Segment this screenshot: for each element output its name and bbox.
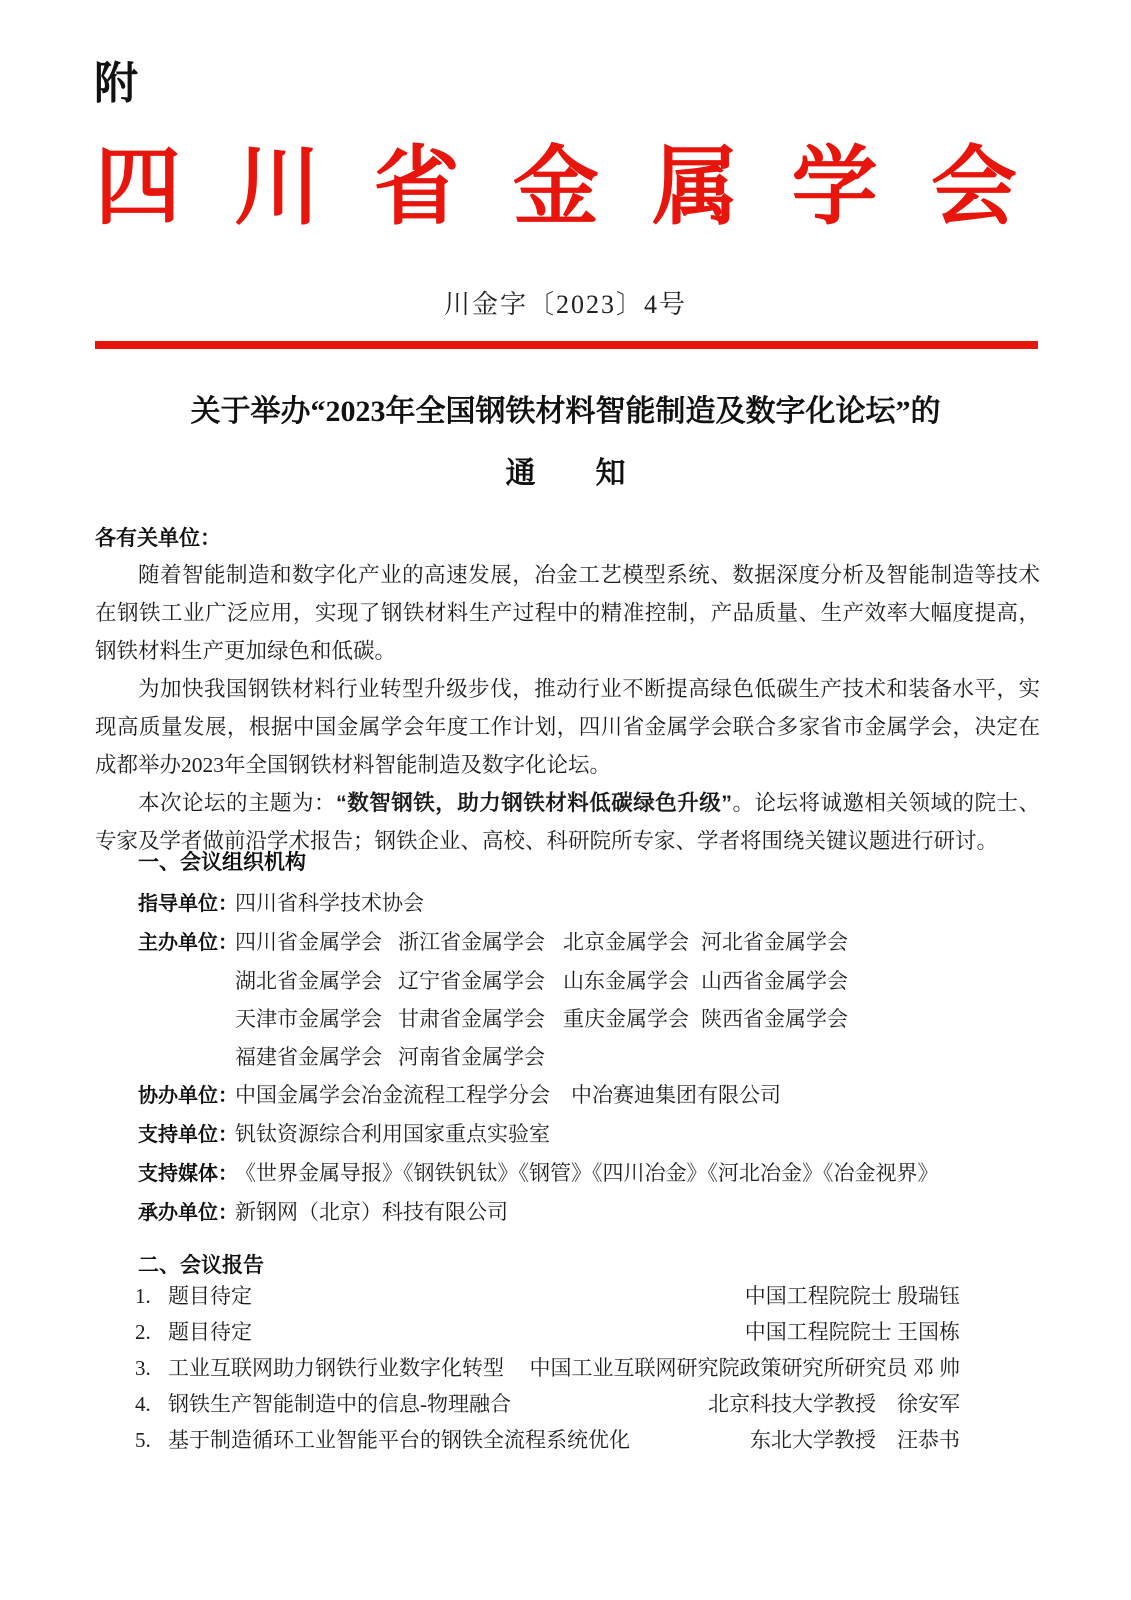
report-item <box>135 1278 960 1314</box>
theme-suffix: 。论坛将诚邀相关领域的院士、专家及学者做前沿学术报告；钢铁企业、高校、科研院所专家、学者将围绕关键议题进行研讨。 <box>95 791 1040 853</box>
report-number: 3. <box>135 1356 151 1380</box>
co-label: 协办单位： <box>138 1085 238 1107</box>
report-speaker: 东北大学教授 汪恭书 <box>750 1428 960 1452</box>
report-list <box>135 1278 960 1458</box>
org-row-support <box>138 1115 1040 1154</box>
notice-title-line2: 通 知 <box>505 457 626 490</box>
report-item <box>135 1314 960 1350</box>
report-title: 基于制造循环工业智能平台的钢铁全流程系统优化 <box>168 1428 630 1452</box>
report-speaker: 中国工程院院士 王国栋 <box>744 1320 960 1344</box>
report-title: 题目待定 <box>168 1284 252 1308</box>
org-row-organizer <box>138 1193 1040 1232</box>
section1-heading: 一、会议组织机构 <box>138 851 306 874</box>
org-title-char: 省 <box>373 139 460 235</box>
report-title: 题目待定 <box>168 1320 252 1344</box>
host-society: 山西省金属学会 <box>701 969 848 993</box>
host-society: 湖北省金属学会 <box>235 969 382 993</box>
co-value: 中国金属学会冶金流程工程学分会 中冶赛迪集团有限公司 <box>235 1083 781 1107</box>
organization-rows <box>138 884 1040 1232</box>
org-row-host <box>235 1038 1040 1076</box>
report-number: 2. <box>135 1320 151 1344</box>
report-title: 钢铁生产智能制造中的信息-物理融合 <box>168 1392 511 1416</box>
report-speaker: 中国工业互联网研究院政策研究所研究员 邓 帅 <box>529 1356 960 1380</box>
theme-prefix: 本次论坛的主题为： <box>138 791 336 815</box>
org-row-guide <box>138 884 1040 923</box>
organizer-label: 承办单位： <box>138 1202 238 1224</box>
report-speaker: 中国工程院院士 殷瑞钰 <box>744 1284 960 1308</box>
report-title: 工业互联网助力钢铁行业数字化转型 <box>168 1356 504 1380</box>
report-number: 1. <box>135 1284 151 1308</box>
paragraph-purpose: 为加快我国钢铁材料行业转型升级步伐，推动行业不断提高绿色低碳生产技术和装备水平，实现高质量发展，根据中国金属学会年度工作计划，四川省金属学会联合多家省市金属学会，决定在成都举办2023年全国钢铁材料智能制造及数字化论坛。 <box>95 677 1040 777</box>
org-row-host <box>235 1000 1040 1038</box>
org-title-char: 属 <box>652 139 739 235</box>
report-item <box>135 1386 960 1422</box>
org-title <box>95 140 1017 235</box>
org-title-char: 川 <box>234 139 321 235</box>
host-society: 河北省金属学会 <box>701 930 848 954</box>
report-speaker: 北京科技大学教授 徐安军 <box>708 1392 960 1416</box>
host-society: 浙江省金属学会 <box>398 930 545 954</box>
host-society: 甘肃省金属学会 <box>398 1007 545 1031</box>
attachment-label: 附 <box>94 59 138 108</box>
host-society: 福建省金属学会 <box>235 1045 382 1069</box>
report-item <box>135 1350 960 1386</box>
org-title-char: 四 <box>95 139 181 235</box>
section2-heading: 二、会议报告 <box>138 1254 264 1277</box>
host-society: 重庆金属学会 <box>563 1007 689 1031</box>
organizer-value: 新钢网（北京）科技有限公司 <box>235 1200 508 1224</box>
notice-title-line1: 关于举办“2023年全国钢铁材料智能制造及数字化论坛”的 <box>190 395 941 428</box>
org-row-host <box>235 962 1040 1000</box>
host-society: 山东金属学会 <box>563 969 689 993</box>
paragraph-intro: 随着智能制造和数字化产业的高速发展，冶金工艺模型系统、数据深度分析及智能制造等技术在钢铁工业广泛应用，实现了钢铁材料生产过程中的精准控制，产品质量、生产效率大幅度提高，钢铁材料生产更加绿色和低碳。 <box>95 563 1040 663</box>
org-title-char: 学 <box>791 139 878 235</box>
org-row-co <box>138 1076 1040 1115</box>
org-row-media <box>138 1154 1040 1193</box>
host-society: 天津市金属学会 <box>235 1007 382 1031</box>
host-society: 北京金属学会 <box>563 930 689 954</box>
org-row-host <box>138 923 1040 962</box>
host-society: 辽宁省金属学会 <box>398 969 545 993</box>
support-label: 支持单位： <box>138 1124 238 1146</box>
salutation: 各有关单位： <box>95 527 221 550</box>
report-number: 5. <box>135 1428 151 1452</box>
support-value: 钒钛资源综合利用国家重点实验室 <box>235 1122 550 1146</box>
media-value: 《世界金属导报》《钢铁钒钛》《钢管》《四川冶金》《河北冶金》《冶金视界》 <box>235 1161 939 1185</box>
host-society: 四川省金属学会 <box>235 930 382 954</box>
report-item <box>135 1422 960 1458</box>
guide-value: 四川省科学技术协会 <box>235 891 424 915</box>
org-title-char: 金 <box>512 139 599 235</box>
host-label: 主办单位： <box>138 932 238 954</box>
doc-number: 川金字〔2023〕4号 <box>443 290 687 319</box>
host-society: 河南省金属学会 <box>398 1045 545 1069</box>
host-society: 陕西省金属学会 <box>701 1007 848 1031</box>
theme-bold-text: “数智钢铁，助力钢铁材料低碳绿色升级” <box>336 791 732 815</box>
body-paragraphs <box>95 556 1040 860</box>
report-number: 4. <box>135 1392 151 1416</box>
media-label: 支持媒体： <box>138 1163 238 1185</box>
guide-label: 指导单位： <box>138 893 238 915</box>
org-title-char: 会 <box>930 139 1017 235</box>
red-divider-line <box>95 341 1038 349</box>
